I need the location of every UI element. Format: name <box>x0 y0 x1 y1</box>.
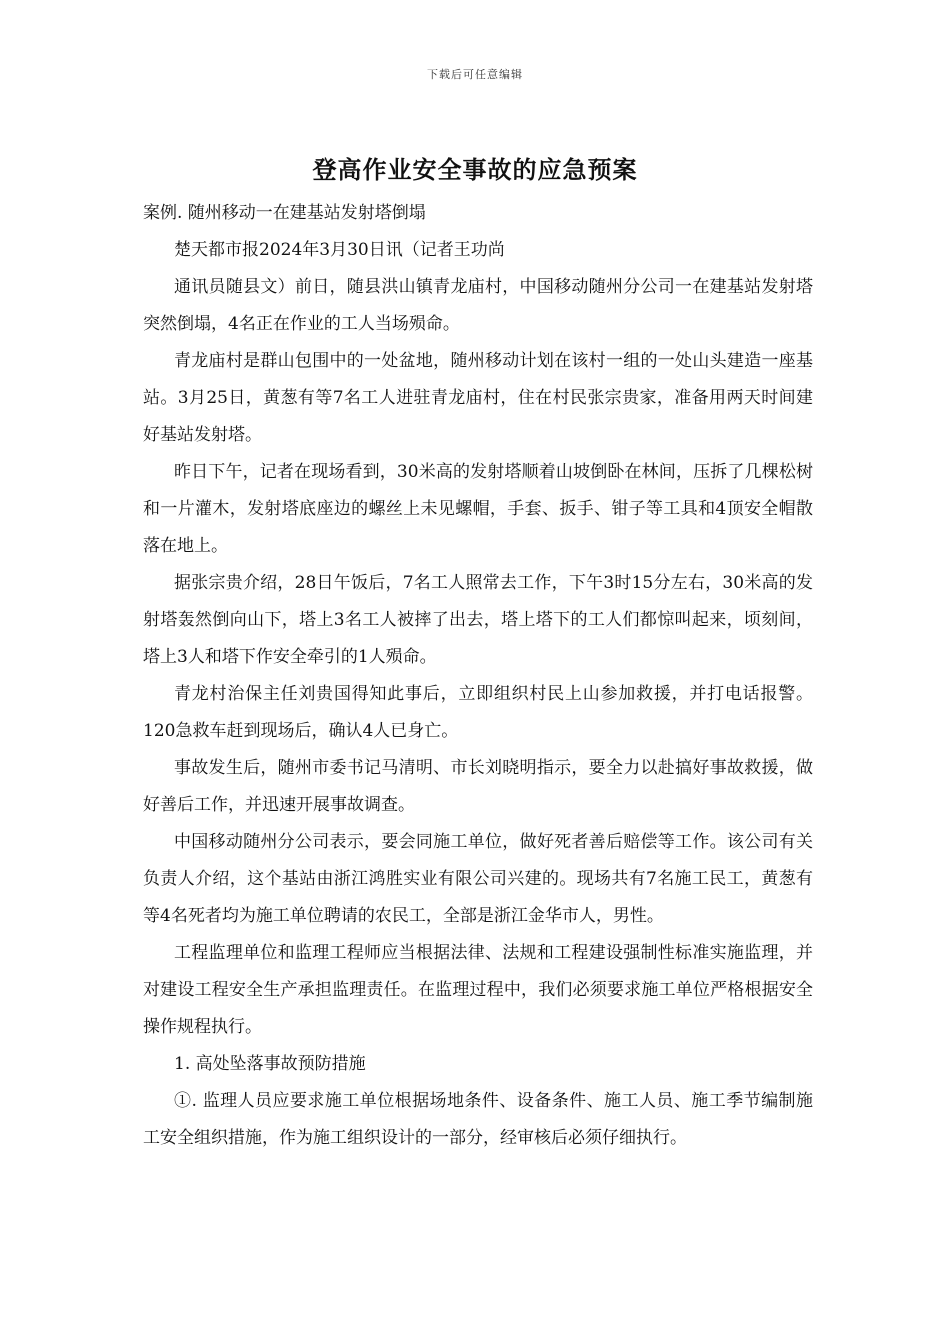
document-title: 登高作业安全事故的应急预案 <box>312 156 638 184</box>
paragraph-dateline: 楚天都市报2024年3月30日讯（记者王功尚 <box>174 240 505 260</box>
section-heading-fall-prevention: 1. 高处坠落事故预防措施 <box>174 1054 366 1074</box>
paragraph-supervision: 工程监理单位和监理工程师应当根据法律、法规和工程建设强制性标准实施监理，并对建设工程安全生产承担监理责任。在监理过程中，我们必须要求施工单位严格根据安全操作规程执行。 <box>143 943 813 1037</box>
paragraph-measure-1: ①. 监理人员应要求施工单位根据场地条件、设备条件、施工人员、施工季节编制施工安全组织措施，作为施工组织设计的一部分，经审核后必须仔细执行。 <box>143 1091 813 1148</box>
paragraph-scene: 昨日下午，记者在现场看到，30米高的发射塔顺着山坡倒卧在林间，压拆了几棵松树和一片灌木，发射塔底座边的螺丝上未见螺帽，手套、扳手、钳子等工具和4顶安全帽散落在地上。 <box>143 462 813 556</box>
paragraph-rescue: 青龙村治保主任刘贵国得知此事后，立即组织村民上山参加救援，并打电话报警。120急救车赶到现场后，确认4人已身亡。 <box>143 684 813 741</box>
paragraph-officials: 事故发生后，随州市委书记马清明、市长刘晓明指示，要全力以赴搞好事故救援，做好善后工作，并迅速开展事故调查。 <box>143 758 813 815</box>
header-note: 下载后可任意编辑 <box>427 68 523 81</box>
paragraph-lead: 通讯员随县文）前日，随县洪山镇青龙庙村，中国移动随州分公司一在建基站发射塔突然倒塌，4名正在作业的工人当场殒命。 <box>143 277 813 334</box>
document-body <box>143 195 813 1157</box>
paragraph-background: 青龙庙村是群山包围中的一处盆地，随州移动计划在该村一组的一处山头建造一座基站。3月25日，黄葱有等7名工人进驻青龙庙村，住在村民张宗贵家，准备用两天时间建好基站发射塔。 <box>143 351 813 445</box>
paragraph-witness: 据张宗贵介绍，28日午饭后，7名工人照常去工作，下午3时15分左右，30米高的发射塔轰然倒向山下，塔上3名工人被摔了出去，塔上塔下的工人们都惊叫起来，顷刻间，塔上3人和塔下作安全牵引的1人殒命。 <box>143 573 813 667</box>
case-heading: 案例. 随州移动一在建基站发射塔倒塌 <box>143 203 426 223</box>
paragraph-company: 中国移动随州分公司表示，要会同施工单位，做好死者善后赔偿等工作。该公司有关负责人介绍，这个基站由浙江鸿胜实业有限公司兴建的。现场共有7名施工民工，黄葱有等4名死者均为施工单位聘请的农民工，全部是浙江金华市人，男性。 <box>143 832 813 926</box>
